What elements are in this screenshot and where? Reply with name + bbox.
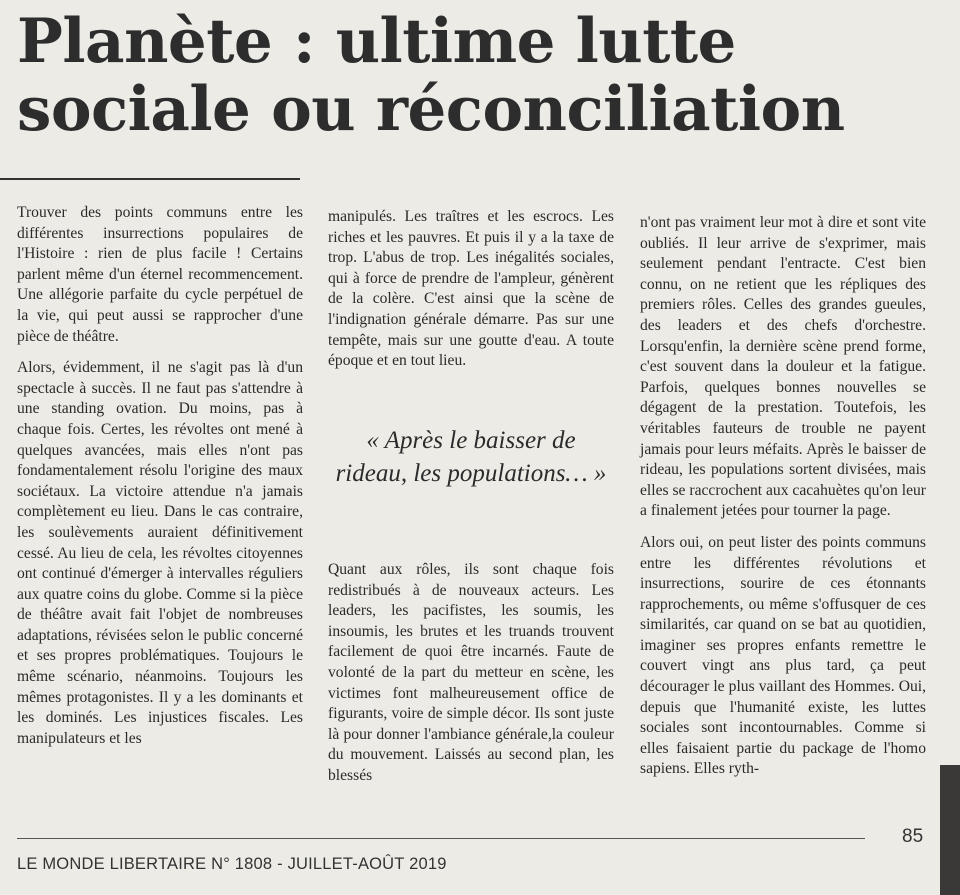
paragraph: Alors, évidemment, il ne s'agit pas là d'un spectacle à succès. Il ne faut pas s'attendre à une standing ovation. Du moins, pas à chaque fois. Certes, les révoltes ont mené à quelques avancées, mais elles n'ont pas fondamentalement résolu l'origine des maux sociétaux. La victoire attendue n'a jamais complètement eu lieu. Dans le cas contraire, les soulèvements auraient définitivement cessé. Au lieu de cela, les révoltes citoyennes ont continué d'émerger à intervalles réguliers aux quatre coins du globe. Comme si la pièce de théâtre avait fait l'objet de nombreuses adaptations, révisées selon le public concerné et ses propres problématiques. Toujours le même scénario, néanmoins. Toujours les mêmes protagonistes. Il y a les dominants et les dominés. Les injustices fiscales. Les manipulateurs et les — [17, 359, 303, 747]
page-title: Planète : ultime lutte sociale ou réconciliation — [17, 6, 845, 145]
page-edge-shadow — [940, 765, 960, 895]
paragraph: Alors oui, on peut lister des points communs entre les différentes révolutions et insurrections, sourire de ces étonnants rapprochements, ou même s'offusquer de ces similarités, car quand on se bat au quotidien, imaginer ses propres enfants remettre le couvert vingt ans plus tard, ça peut décourager le plus vaillant des Hommes. Oui, depuis que l'humanité existe, les luttes sociales sont incontournables. Comme si elles faisaient partie du package de l'homo sapiens. Elles ryth- — [640, 533, 926, 778]
page-number: 85 — [902, 826, 924, 847]
column-3 — [640, 213, 926, 791]
paragraph: n'ont pas vraiment leur mot à dire et sont vite oubliés. Il leur arrive de s'exprimer, mais seulement pendant l'entracte. C'est bien connu, on ne retient que les répliques des premiers rôles. Celles des grandes gueules, des leaders et des chefs d'orchestre. Lorsqu'enfin, la dernière scène prend forme, c'est souvent dans la douleur et la fatigue. Parfois, quelques bonnes nouvelles se dégagent de la prestation. Toutefois, les véritables fauteurs de trouble ne payent jamais pour leurs méfaits. Après le baisser de rideau, les populations sortent divisées, mais elles se raccrochent aux cacahuètes qu'on leur a finalement jetées pour tourner la page. — [640, 214, 926, 520]
paragraph: manipulés. Les traîtres et les escrocs. Les riches et les pauvres. Et puis il y a la taxe de trop. L'abus de trop. Les inégalités sociales, qui à force de prendre de l'ampleur, génèrent de la colère. C'est ainsi que la scène de l'indignation générale démarre. Pas sur une tempête, mais sur une goutte d'eau. A toute époque et en tout lieu. — [328, 208, 614, 370]
column-2-top — [328, 207, 614, 383]
footer-divider — [17, 838, 865, 839]
column-1 — [17, 203, 303, 760]
paragraph: Quant aux rôles, ils sont chaque fois redistribués à de nouveaux acteurs. Les leaders, les pacifistes, les soumis, les insoumis, les brutes et les truands trouvent facilement de quoi être incarnés. Faute de volonté de la part du metteur en scène, les victimes font malheureusement office de figurants, voire de simple décor. Ils sont juste là pour donner l'ambiance générale,la couleur du mouvement. Laissés au second plan, les blessés — [328, 561, 614, 784]
publication-footer: LE MONDE LIBERTAIRE N° 1808 - JUILLET-AOÛT 2019 — [17, 855, 447, 873]
paragraph: Trouver des points communs entre les différentes insurrections populaires de l'Histoire : rien de plus facile ! Certains parlent même d'un éternel recommencement. Une allégorie parfaite du cycle perpétuel de la vie, qui peut aussi se rapprocher d'une pièce de théâtre. — [17, 204, 303, 345]
column-2-bottom — [328, 560, 614, 798]
title-divider — [0, 178, 300, 180]
pull-quote: « Après le baisser de rideau, les populations… » — [335, 427, 607, 487]
